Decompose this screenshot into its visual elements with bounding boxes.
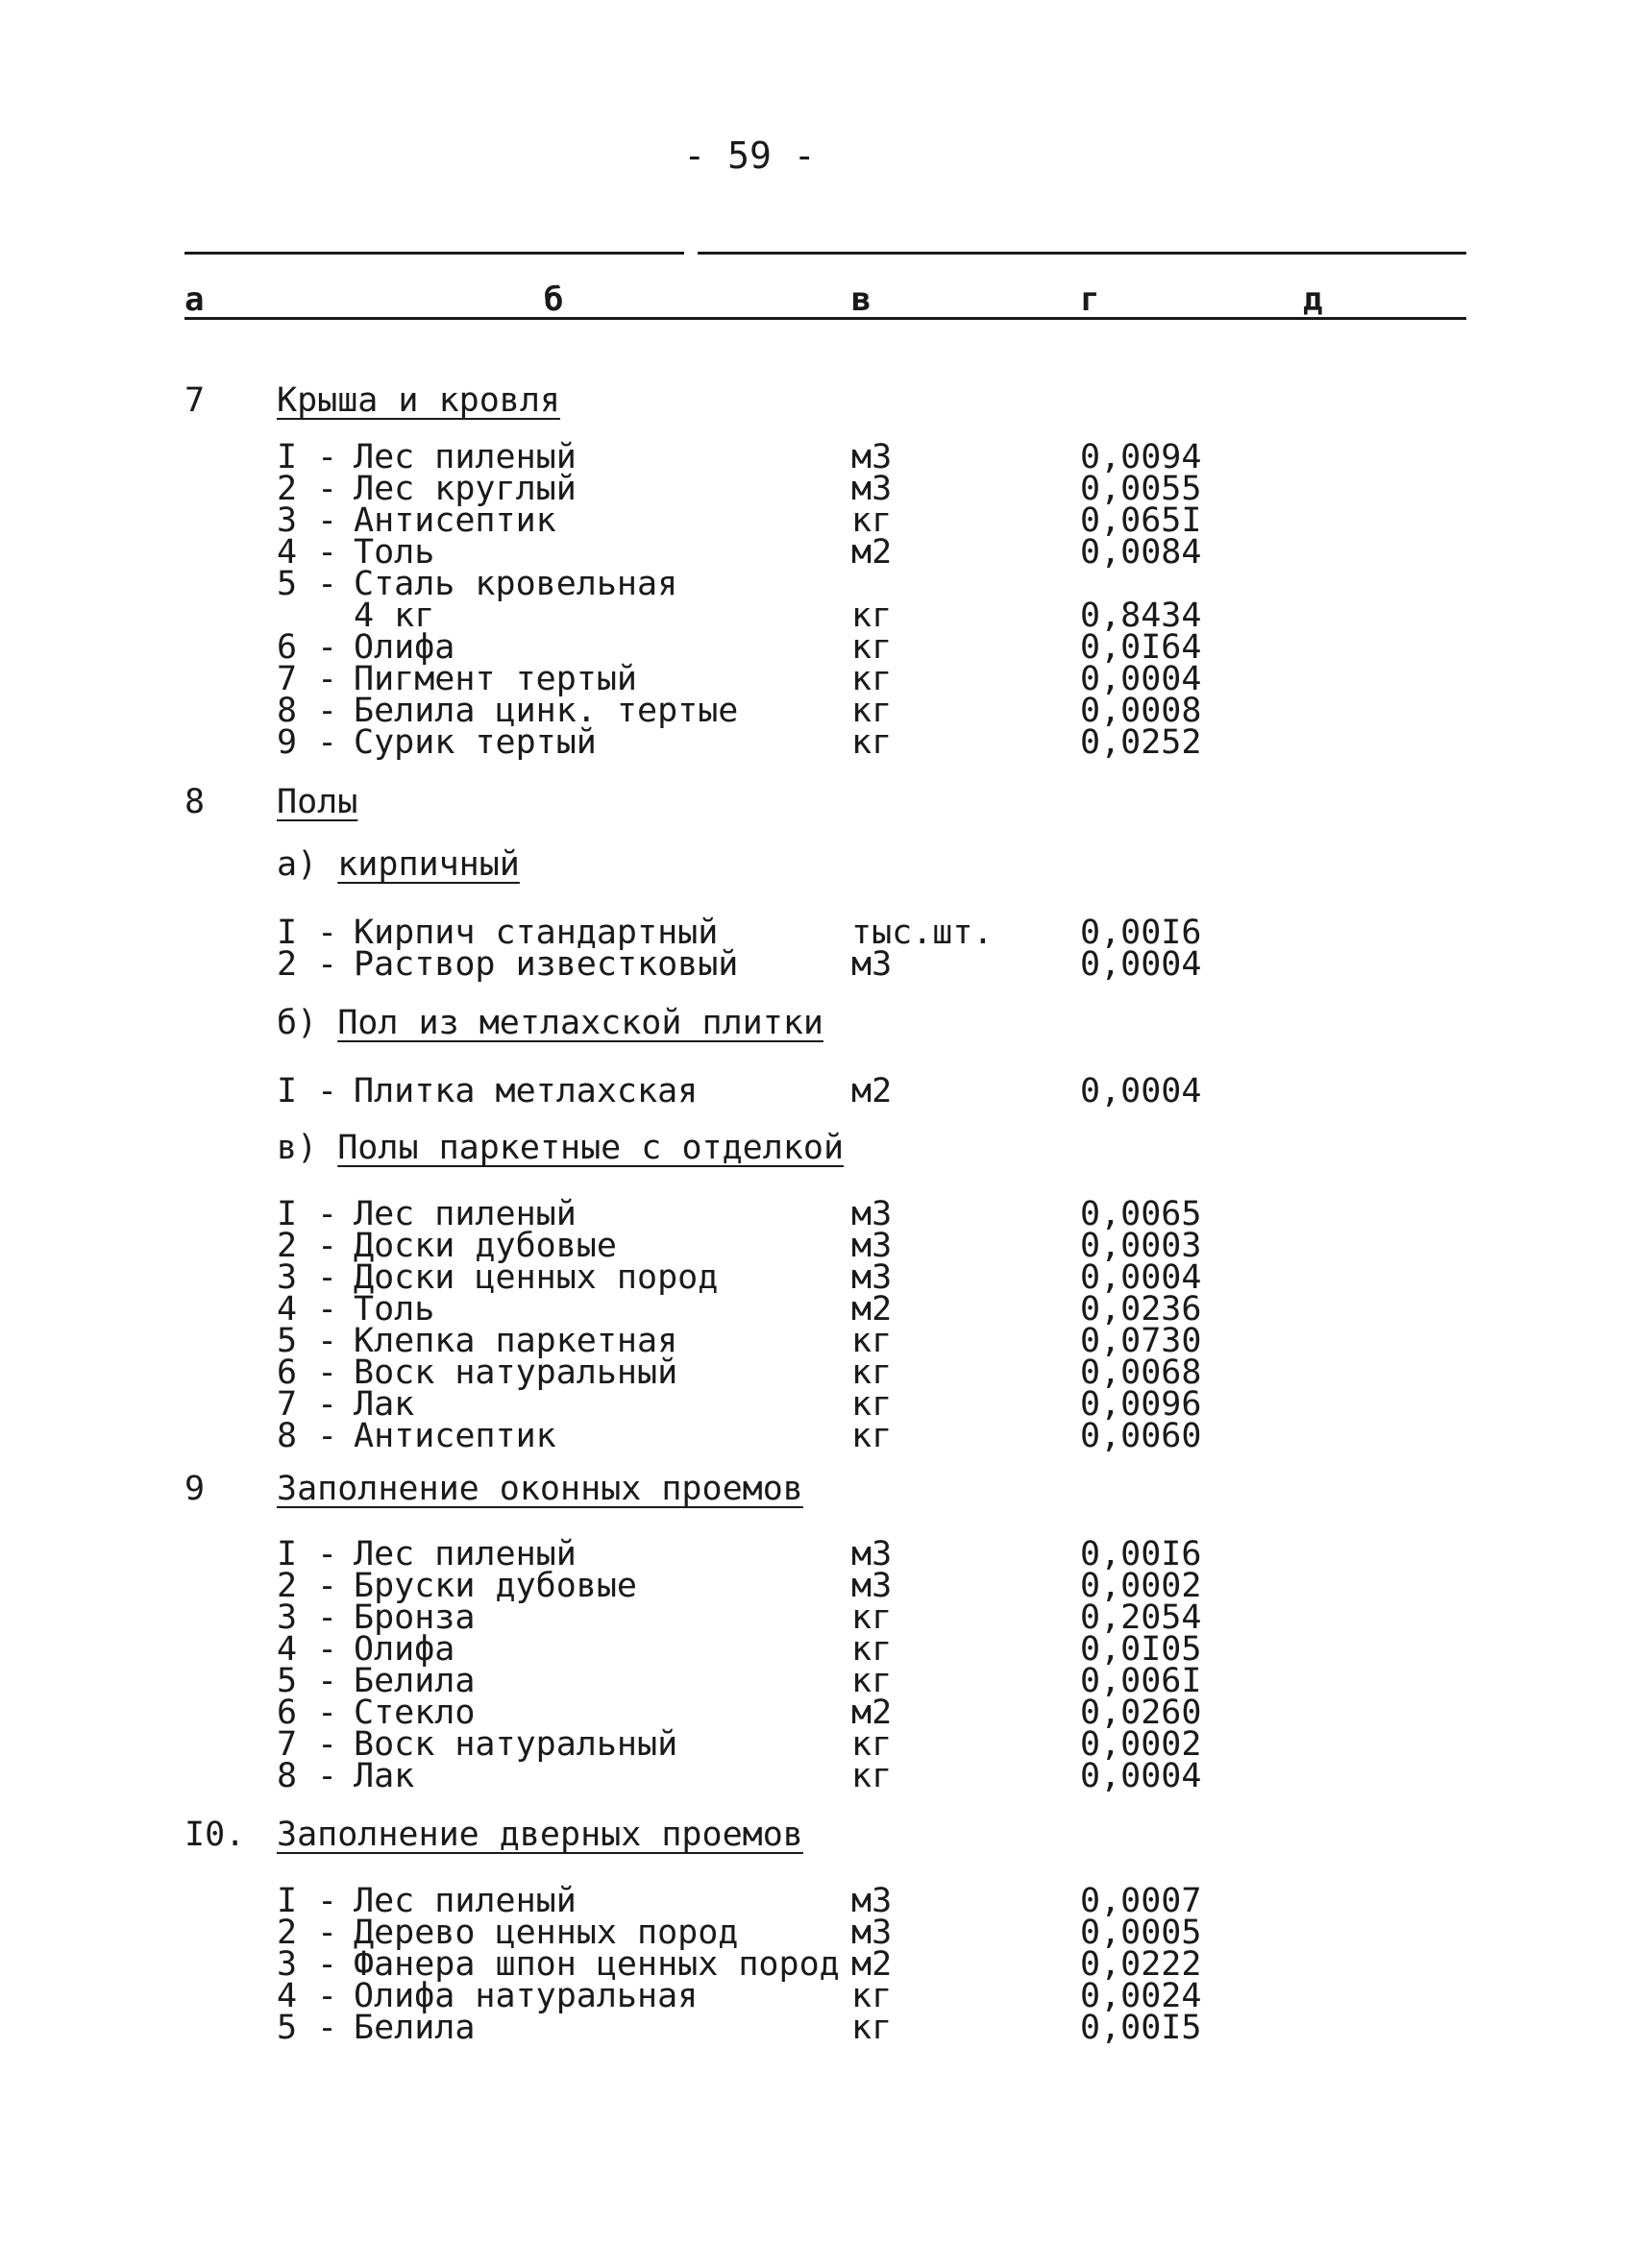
unit-cell: тыс.шт. (851, 914, 994, 952)
item-number: 4 (277, 1977, 298, 2015)
quantity-cell: 0,0005 (1080, 1914, 1202, 1952)
item-number: 7 (277, 660, 298, 698)
item-dash: - (317, 1535, 338, 1573)
item-dash: - (317, 1662, 338, 1700)
quantity-cell: 0,0002 (1080, 1567, 1202, 1605)
unit-cell: м3 (851, 1227, 893, 1265)
section-title: Полы (277, 783, 358, 821)
material-name: Антисептик (354, 501, 556, 540)
item-dash: - (317, 1882, 338, 1920)
item-number: 8 (277, 1757, 298, 1795)
material-row (0, 1882, 1646, 1920)
item-dash: - (317, 1630, 338, 1669)
item-dash: - (317, 1598, 338, 1637)
material-name: Бруски дубовые (354, 1567, 638, 1605)
unit-cell: кг (851, 723, 893, 762)
unit-cell: м2 (851, 1694, 893, 1732)
item-dash: - (317, 1694, 338, 1732)
material-name: 4 кг (354, 597, 435, 635)
item-dash: - (317, 501, 338, 540)
material-row (0, 723, 1646, 762)
item-number: 2 (277, 945, 298, 984)
unit-cell: кг (851, 660, 893, 698)
item-dash: - (317, 723, 338, 762)
material-row (0, 565, 1646, 603)
material-row (0, 1630, 1646, 1669)
unit-cell: м2 (851, 1072, 893, 1110)
quantity-cell: 0,0002 (1080, 1725, 1202, 1764)
quantity-cell: 0,0008 (1080, 692, 1202, 730)
material-row (0, 660, 1646, 698)
material-row (0, 1662, 1646, 1700)
material-name: Дерево ценных пород (354, 1914, 739, 1952)
unit-cell: м3 (851, 1567, 893, 1605)
material-row (0, 1535, 1646, 1573)
quantity-cell: 0,0730 (1080, 1322, 1202, 1360)
material-row (0, 1258, 1646, 1297)
material-row (0, 1353, 1646, 1392)
material-row (0, 501, 1646, 540)
item-number: I (277, 1195, 298, 1233)
column-header-b: б (544, 280, 564, 319)
unit-cell: кг (851, 1385, 893, 1424)
quantity-cell: 0,0055 (1080, 470, 1202, 508)
item-dash: - (317, 945, 338, 984)
page-number: - 59 - (683, 134, 816, 177)
item-number: I (277, 914, 298, 952)
quantity-cell: 0,0065 (1080, 1195, 1202, 1233)
item-number: 3 (277, 501, 298, 540)
item-dash: - (317, 1227, 338, 1265)
quantity-cell: 0,0004 (1080, 660, 1202, 698)
material-name: Воск натуральный (354, 1353, 678, 1392)
material-row (0, 1227, 1646, 1265)
material-name: Доски ценных пород (354, 1258, 719, 1297)
column-header-v: в (851, 280, 872, 319)
material-name: Олифа (354, 1630, 455, 1669)
quantity-cell: 0,00I6 (1080, 914, 1202, 952)
quantity-cell: 0,0004 (1080, 1072, 1202, 1110)
unit-cell: кг (851, 1322, 893, 1360)
material-row (0, 438, 1646, 476)
material-name: Доски дубовые (354, 1227, 617, 1265)
material-name: Белила (354, 1662, 476, 1700)
subsection-title (277, 1129, 844, 1167)
subsection-gap (317, 1004, 337, 1042)
unit-cell: м3 (851, 438, 893, 476)
item-dash: - (317, 1195, 338, 1233)
item-dash: - (317, 2009, 338, 2047)
quantity-cell: 0,0252 (1080, 723, 1202, 762)
item-dash: - (317, 1353, 338, 1392)
material-row (0, 1567, 1646, 1605)
quantity-cell: 0,0094 (1080, 438, 1202, 476)
item-dash: - (317, 1725, 338, 1764)
unit-cell: кг (851, 501, 893, 540)
section-number: 7 (184, 381, 206, 420)
item-number: 2 (277, 470, 298, 508)
item-number: 9 (277, 723, 298, 762)
top-rule-left (184, 252, 684, 255)
material-name: Клепка паркетная (354, 1322, 678, 1360)
quantity-cell: 0,0004 (1080, 1757, 1202, 1795)
item-number: 4 (277, 533, 298, 572)
item-dash: - (317, 1322, 338, 1360)
unit-cell: кг (851, 2009, 893, 2047)
item-number: 2 (277, 1567, 298, 1605)
subsection-name: Пол из метлахской плитки (337, 1004, 823, 1042)
quantity-cell: 0,2054 (1080, 1598, 1202, 1637)
material-name: Белила цинк. тертые (354, 692, 739, 730)
quantity-cell: 0,0024 (1080, 1977, 1202, 2015)
quantity-cell: 0,8434 (1080, 597, 1202, 635)
column-header-g: г (1080, 280, 1100, 319)
quantity-cell: 0,00I5 (1080, 2009, 1202, 2047)
material-name: Белила (354, 2009, 476, 2047)
material-name: Раствор известковый (354, 945, 739, 984)
unit-cell: м3 (851, 1535, 893, 1573)
material-row (0, 1322, 1646, 1360)
material-row (0, 945, 1646, 984)
material-name: Кирпич стандартный (354, 914, 719, 952)
item-number: I (277, 438, 298, 476)
material-name: Лак (354, 1757, 415, 1795)
item-dash: - (317, 660, 338, 698)
material-name: Плитка метлахская (354, 1072, 699, 1110)
material-name: Олифа (354, 628, 455, 667)
section-number: I0. (184, 1816, 246, 1854)
item-number: 7 (277, 1385, 298, 1424)
material-row (0, 1072, 1646, 1110)
item-number: 4 (277, 1630, 298, 1669)
material-name: Воск натуральный (354, 1725, 678, 1764)
item-number: 7 (277, 1725, 298, 1764)
material-name: Толь (354, 1290, 435, 1329)
unit-cell: кг (851, 1725, 893, 1764)
material-row (0, 628, 1646, 667)
item-number: 4 (277, 1290, 298, 1329)
item-number: 3 (277, 1598, 298, 1637)
subsection-letter: б) (277, 1004, 318, 1042)
material-row (0, 470, 1646, 508)
subsection-name: кирпичный (337, 845, 520, 884)
unit-cell: м2 (851, 1945, 893, 1984)
unit-cell: кг (851, 1662, 893, 1700)
item-dash: - (317, 1977, 338, 2015)
material-row (0, 1945, 1646, 1984)
material-name: Пигмент тертый (354, 660, 638, 698)
subsection-letter: в) (277, 1129, 318, 1167)
material-name: Лак (354, 1385, 415, 1424)
unit-cell: кг (851, 692, 893, 730)
quantity-cell: 0,0060 (1080, 1417, 1202, 1455)
material-row (0, 1725, 1646, 1764)
material-name: Антисептик (354, 1417, 556, 1455)
material-row (0, 597, 1646, 635)
unit-cell: м3 (851, 1258, 893, 1297)
material-row (0, 1195, 1646, 1233)
quantity-cell: 0,006I (1080, 1662, 1202, 1700)
section-title: Крыша и кровля (277, 381, 561, 420)
section-number: 8 (184, 783, 206, 821)
unit-cell: кг (851, 1417, 893, 1455)
material-row (0, 1977, 1646, 2015)
unit-cell: кг (851, 1757, 893, 1795)
material-name: Лес пиленый (354, 1535, 577, 1573)
quantity-cell: 0,0004 (1080, 1258, 1202, 1297)
unit-cell: кг (851, 1353, 893, 1392)
unit-cell: кг (851, 1598, 893, 1637)
item-dash: - (317, 533, 338, 572)
item-number: I (277, 1072, 298, 1110)
section-title: Заполнение дверных проемов (277, 1816, 803, 1854)
item-dash: - (317, 470, 338, 508)
quantity-cell: 0,065I (1080, 501, 1202, 540)
quantity-cell: 0,0260 (1080, 1694, 1202, 1732)
subsection-title (277, 1004, 823, 1042)
material-row (0, 914, 1646, 952)
section-title: Заполнение оконных проемов (277, 1470, 803, 1508)
material-row (0, 692, 1646, 730)
item-number: 5 (277, 1662, 298, 1700)
material-name: Олифа натуральная (354, 1977, 699, 2015)
item-number: 5 (277, 565, 298, 603)
item-dash: - (317, 438, 338, 476)
section-number: 9 (184, 1470, 206, 1508)
item-dash: - (317, 1385, 338, 1424)
material-name: Толь (354, 533, 435, 572)
material-name: Сурик тертый (354, 723, 597, 762)
item-number: 3 (277, 1258, 298, 1297)
item-number: 8 (277, 692, 298, 730)
material-row (0, 1290, 1646, 1329)
material-name: Фанера шпон ценных пород (354, 1945, 840, 1984)
item-number: 2 (277, 1914, 298, 1952)
subsection-name: Полы паркетные с отделкой (337, 1129, 845, 1167)
item-dash: - (317, 1290, 338, 1329)
material-row (0, 533, 1646, 572)
material-name: Бронза (354, 1598, 476, 1637)
unit-cell: м3 (851, 1914, 893, 1952)
item-dash: - (317, 692, 338, 730)
item-number: I (277, 1882, 298, 1920)
quantity-cell: 0,0068 (1080, 1353, 1202, 1392)
quantity-cell: 0,00I6 (1080, 1535, 1202, 1573)
material-row (0, 2009, 1646, 2047)
top-rule-right (698, 252, 1466, 255)
quantity-cell: 0,0096 (1080, 1385, 1202, 1424)
unit-cell: м3 (851, 1195, 893, 1233)
item-dash: - (317, 1757, 338, 1795)
quantity-cell: 0,0236 (1080, 1290, 1202, 1329)
item-dash: - (317, 1567, 338, 1605)
material-row (0, 1417, 1646, 1455)
unit-cell: кг (851, 628, 893, 667)
unit-cell: м3 (851, 1882, 893, 1920)
material-row (0, 1385, 1646, 1424)
column-header-d: д (1303, 280, 1323, 319)
item-dash: - (317, 565, 338, 603)
item-dash: - (317, 1258, 338, 1297)
quantity-cell: 0,0084 (1080, 533, 1202, 572)
unit-cell: кг (851, 597, 893, 635)
item-number: 5 (277, 1322, 298, 1360)
material-name: Лес пиленый (354, 438, 577, 476)
item-dash: - (317, 1072, 338, 1110)
material-name: Лес круглый (354, 470, 577, 508)
quantity-cell: 0,0004 (1080, 945, 1202, 984)
material-name: Лес пиленый (354, 1882, 577, 1920)
unit-cell: м3 (851, 945, 893, 984)
item-number: I (277, 1535, 298, 1573)
item-number: 6 (277, 1694, 298, 1732)
item-number: 8 (277, 1417, 298, 1455)
material-row (0, 1757, 1646, 1795)
item-dash: - (317, 628, 338, 667)
material-row (0, 1694, 1646, 1732)
quantity-cell: 0,0I05 (1080, 1630, 1202, 1669)
unit-cell: м3 (851, 470, 893, 508)
unit-cell: м2 (851, 1290, 893, 1329)
unit-cell: м2 (851, 533, 893, 572)
material-name: Сталь кровельная (354, 565, 678, 603)
header-rule (184, 317, 1466, 320)
item-number: 3 (277, 1945, 298, 1984)
item-number: 2 (277, 1227, 298, 1265)
column-header-a: а (184, 280, 205, 319)
subsection-title (277, 845, 520, 884)
item-dash: - (317, 914, 338, 952)
item-dash: - (317, 1417, 338, 1455)
material-name: Лес пиленый (354, 1195, 577, 1233)
quantity-cell: 0,0003 (1080, 1227, 1202, 1265)
quantity-cell: 0,0222 (1080, 1945, 1202, 1984)
unit-cell: кг (851, 1977, 893, 2015)
item-number: 6 (277, 628, 298, 667)
subsection-gap (317, 845, 337, 884)
material-name: Стекло (354, 1694, 476, 1732)
item-dash: - (317, 1945, 338, 1984)
material-row (0, 1598, 1646, 1637)
quantity-cell: 0,0I64 (1080, 628, 1202, 667)
subsection-gap (317, 1129, 337, 1167)
subsection-letter: а) (277, 845, 318, 884)
item-number: 5 (277, 2009, 298, 2047)
item-dash: - (317, 1914, 338, 1952)
item-number: 6 (277, 1353, 298, 1392)
unit-cell: кг (851, 1630, 893, 1669)
quantity-cell: 0,0007 (1080, 1882, 1202, 1920)
